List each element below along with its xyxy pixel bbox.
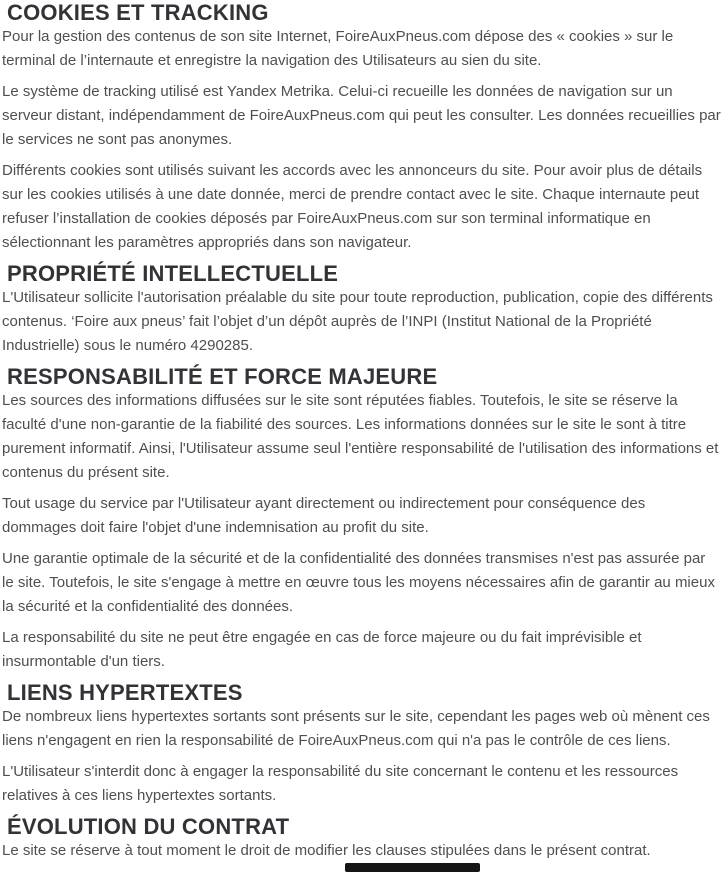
section-heading: ÉVOLUTION DU CONTRAT xyxy=(7,814,290,839)
paragraph: L'Utilisateur sollicite l'autorisation préalable du site pour toute reproduction, publication, copie des différents contenus. ‘Foire aux pneus’ fait l’objet d’un dépôt auprès de l’INPI (Institut National de la Propriété Industrielle) sous le numéro 4290285. xyxy=(2,289,713,354)
paragraph: Tout usage du service par l'Utilisateur ayant directement ou indirectement pour conséquence des dommages doit faire l'objet d'une indemnisation au profit du site. xyxy=(2,495,646,536)
paragraph: Les sources des informations diffusées sur le site sont réputées fiables. Toutefois, le site se réserve la faculté d'une non-garantie de la fiabilité des sources. Les informations données sur le site le sont à titre purement informatif. Ainsi, l'Utilisateur assume seul l'entière responsabilité de l'utilisation des informations et contenus du présent site. xyxy=(2,392,719,481)
bottom-scroll-handle[interactable] xyxy=(345,863,480,872)
paragraph: Une garantie optimale de la sécurité et de la confidentialité des données transmises n'est pas assurée par le site. Toutefois, le site s'engage à mettre en œuvre tous les moyens nécessaires afin de garantir au mieux la sécurité et la confidentialité des données. xyxy=(2,550,715,615)
section-evolution-du-contrat xyxy=(2,815,721,863)
paragraph: Pour la gestion des contenus de son site Internet, FoireAuxPneus.com dépose des « cookies » sur le terminal de l’internaute et enregistre la navigation des Utilisateurs au sien du site. xyxy=(2,28,674,69)
section-cookies-et-tracking xyxy=(2,1,721,255)
section-heading: COOKIES ET TRACKING xyxy=(7,0,269,25)
section-heading: PROPRIÉTÉ INTELLECTUELLE xyxy=(7,261,339,286)
section-heading: LIENS HYPERTEXTES xyxy=(7,680,243,705)
paragraph: La responsabilité du site ne peut être engagée en cas de force majeure ou du fait imprévisible et insurmontable d'un tiers. xyxy=(2,629,642,670)
paragraph: Le système de tracking utilisé est Yandex Metrika. Celui-ci recueille les données de navigation sur un serveur distant, indépendamment de FoireAuxPneus.com qui peut les consulter. Les données recueillies par le services ne sont pas anonymes. xyxy=(2,83,721,148)
section-liens-hypertextes xyxy=(2,681,721,808)
paragraph: Différents cookies sont utilisés suivant les accords avec les annonceurs du site. Pour avoir plus de détails sur les cookies utilisés à une date donnée, merci de prendre contact avec le site. Chaque internaute peut refuser l’installation de cookies déposés par FoireAuxPneus.com sur son terminal informatique en sélectionnant les paramètres appropriés dans son navigateur. xyxy=(2,162,703,251)
paragraph: L'Utilisateur s'interdit donc à engager la responsabilité du site concernant le contenu et les ressources relatives à ces liens hypertextes sortants. xyxy=(2,763,679,804)
paragraph: De nombreux liens hypertextes sortants sont présents sur le site, cependant les pages web où mènent ces liens n'engagent en rien la responsabilité de FoireAuxPneus.com qui n'a pas le contrôle de ces liens. xyxy=(2,708,710,749)
section-heading: RESPONSABILITÉ ET FORCE MAJEURE xyxy=(7,364,438,389)
paragraph: Le site se réserve à tout moment le droit de modifier les clauses stipulées dans le présent contrat. xyxy=(2,842,651,859)
section-responsabilite-et-force-majeure xyxy=(2,365,721,674)
section-propriete-intellectuelle xyxy=(2,262,721,358)
